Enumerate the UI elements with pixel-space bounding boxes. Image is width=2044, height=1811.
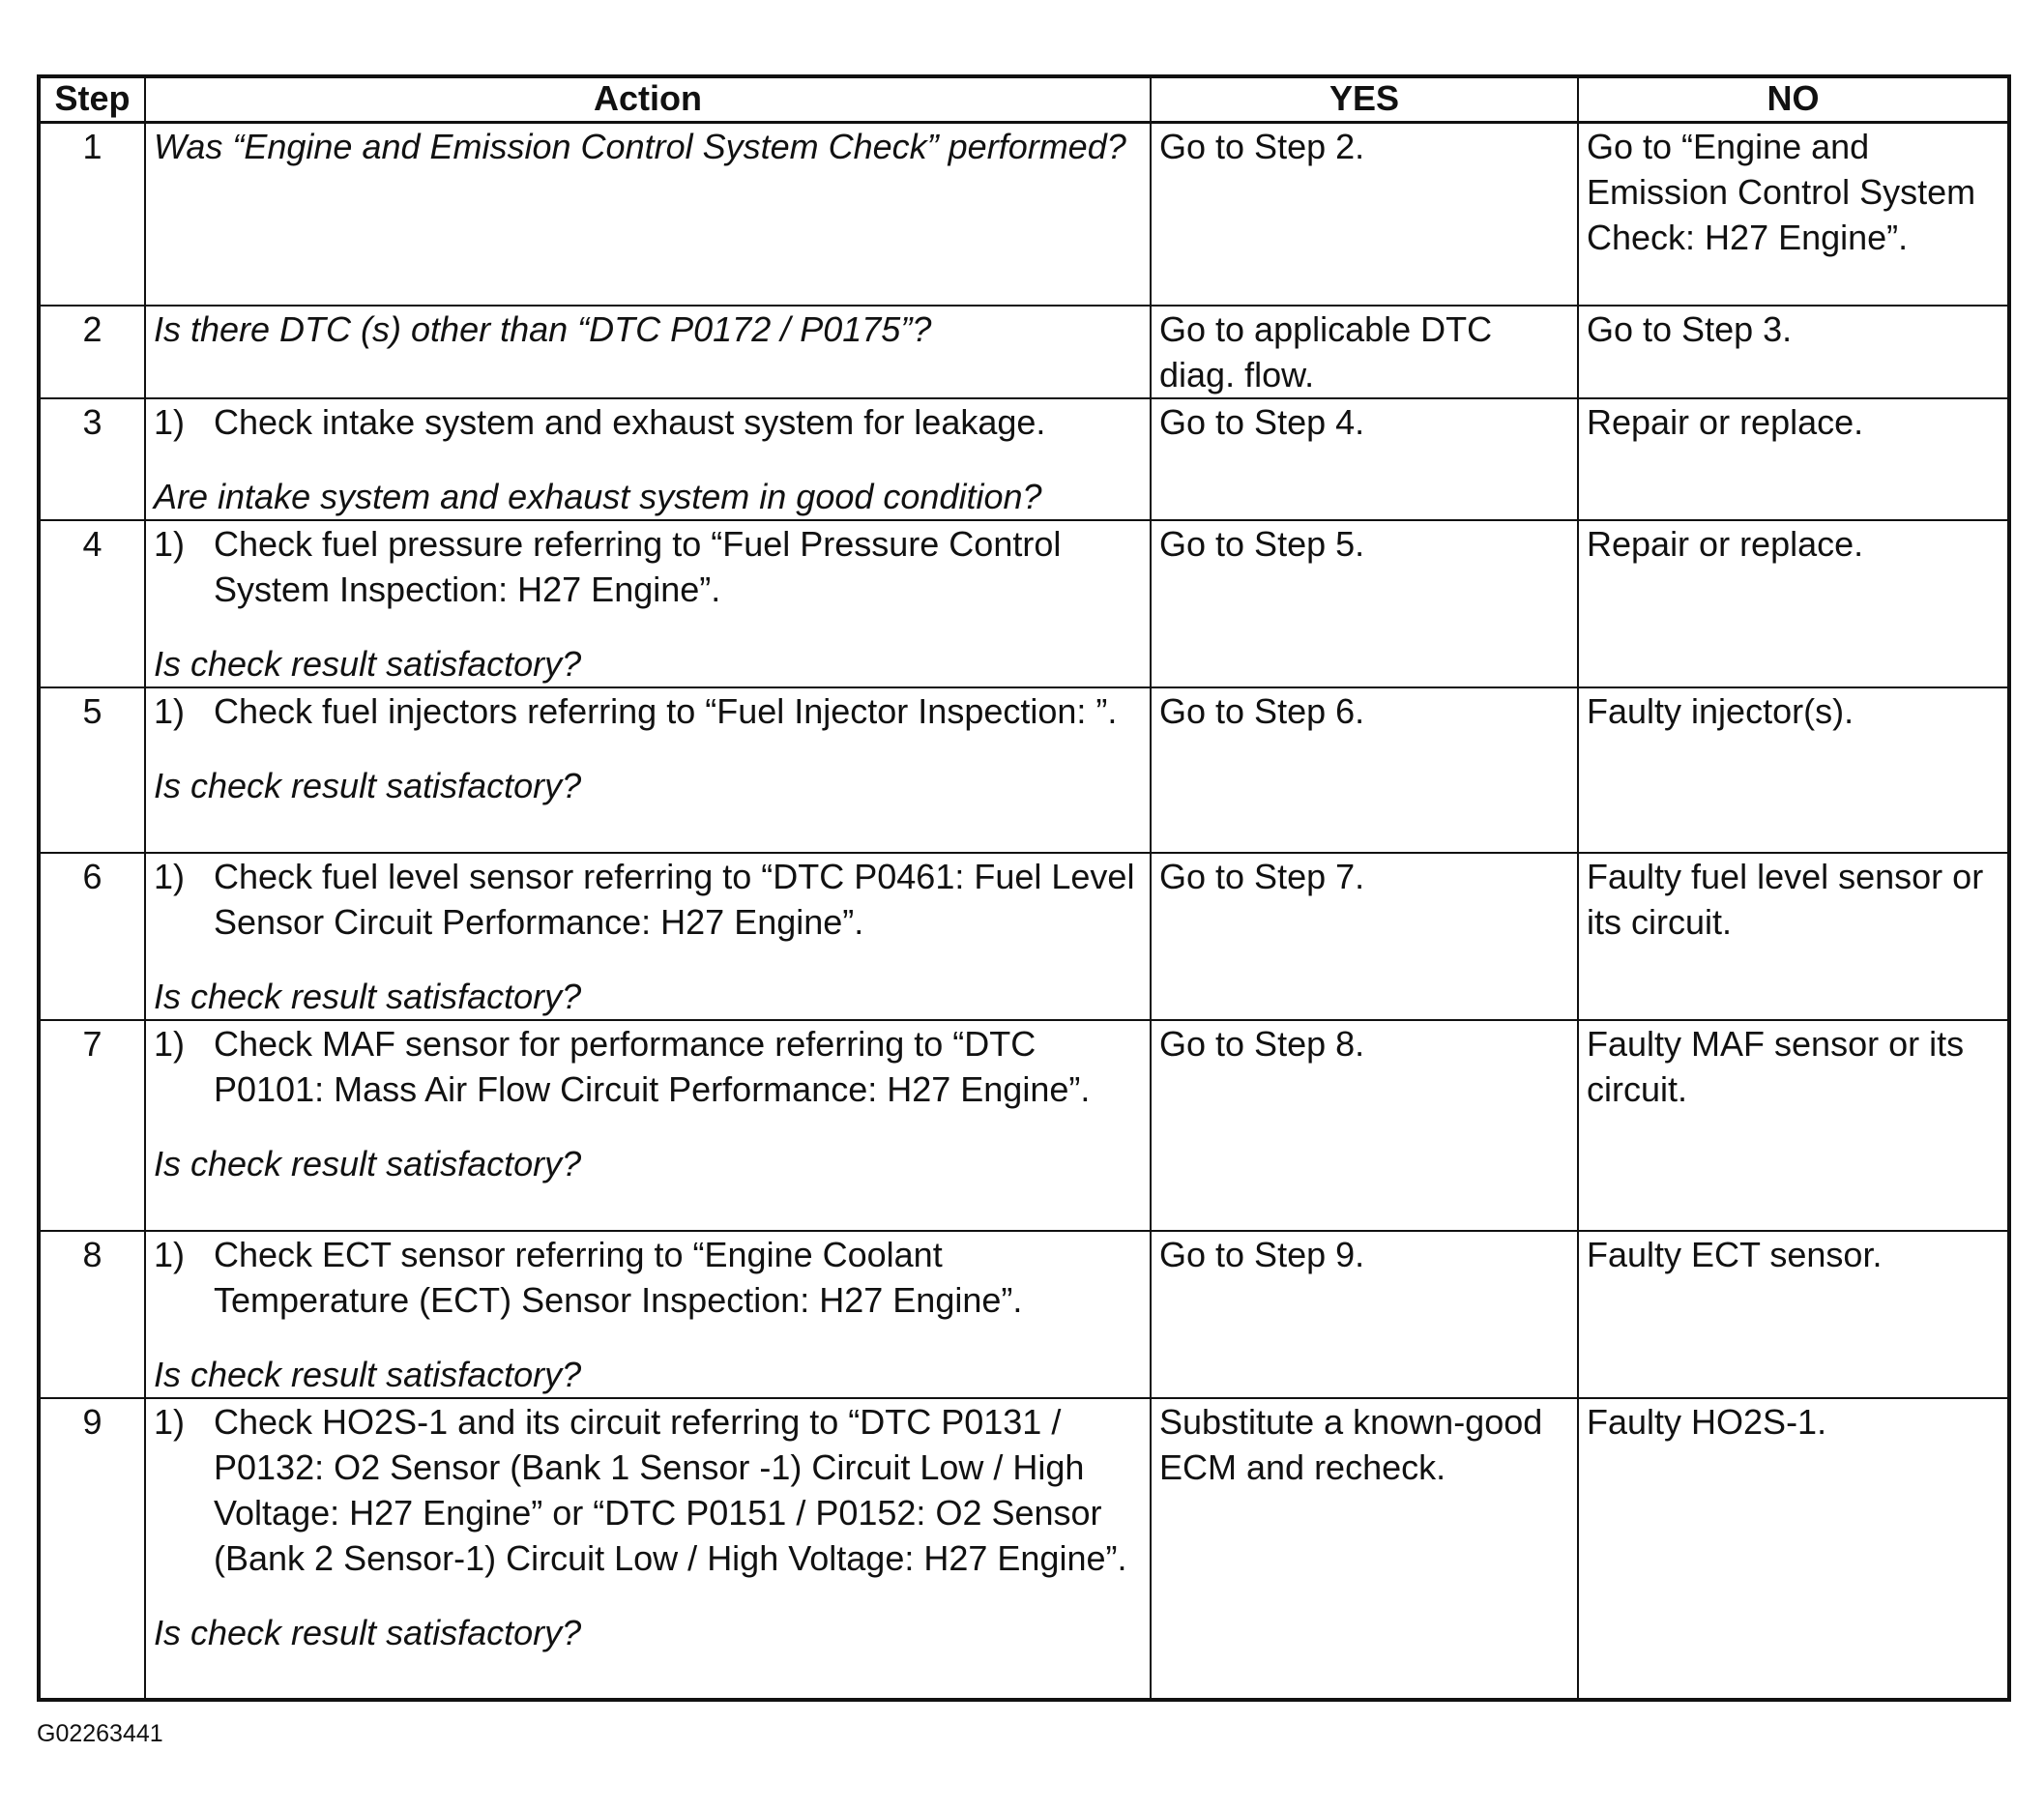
no-cell (1578, 1231, 2009, 1398)
no-text: Faulty fuel level sensor or its circuit. (1587, 856, 1984, 942)
header-action: Action (145, 76, 1151, 123)
action-cell (145, 123, 1151, 306)
action-item-text: Check intake system and exhaust system for leakage. (214, 401, 1046, 442)
action-item-number: 1) (154, 523, 186, 564)
action-item-number: 1) (154, 856, 186, 896)
figure-id: G02263441 (37, 1720, 163, 1747)
action-item-number: 1) (154, 1023, 186, 1064)
no-text: Faulty MAF sensor or its circuit. (1587, 1023, 1965, 1109)
yes-text: Substitute a known-good ECM and recheck. (1159, 1401, 1543, 1487)
table-row (39, 1398, 2009, 1700)
table-header-row (39, 76, 2009, 123)
action-item (154, 1232, 1142, 1323)
table-row (39, 687, 2009, 853)
table-row (39, 520, 2009, 687)
step-number: 1 (39, 123, 145, 306)
action-item-text: Check fuel injectors referring to “Fuel Injector Inspection: ”. (214, 690, 1118, 731)
action-question: Are intake system and exhaust system in good condition? (154, 476, 1042, 516)
table-row (39, 853, 2009, 1020)
action-question: Is there DTC (s) other than “DTC P0172 / P0175”? (154, 308, 932, 349)
no-cell (1578, 687, 2009, 853)
action-question: Is check result satisfactory? (154, 1143, 582, 1183)
action-item-text: Check HO2S-1 and its circuit referring to “DTC P0131 / P0132: O2 Sensor (Bank 1 Sensor -1) Circuit Low / High Voltage: H27 Engine” or “DTC P0151 / P0152: O2 Sensor (Bank 2 Sensor-1) Circuit Low / High Voltage: H27 Engine”. (214, 1401, 1127, 1578)
action-item (154, 854, 1142, 945)
action-item-number: 1) (154, 1401, 186, 1442)
no-cell (1578, 853, 2009, 1020)
table-row (39, 398, 2009, 520)
action-cell (145, 1398, 1151, 1700)
yes-cell (1151, 1020, 1578, 1231)
action-question: Is check result satisfactory? (154, 765, 582, 805)
action-item-text: Check fuel pressure referring to “Fuel Pressure Control System Inspection: H27 Engine”. (214, 523, 1062, 609)
yes-text: Go to Step 9. (1159, 1234, 1365, 1274)
no-text: Repair or replace. (1587, 401, 1864, 442)
header-step: Step (39, 76, 145, 123)
action-question: Is check result satisfactory? (154, 976, 582, 1016)
action-question: Is check result satisfactory? (154, 1354, 582, 1394)
action-question: Was “Engine and Emission Control System Check” performed? (154, 127, 1126, 166)
action-item (154, 521, 1142, 612)
action-cell (145, 306, 1151, 398)
table-row (39, 306, 2009, 398)
yes-cell (1151, 1398, 1578, 1700)
step-number: 6 (39, 853, 145, 1020)
step-number: 2 (39, 306, 145, 398)
yes-cell (1151, 306, 1578, 398)
no-text: Faulty ECT sensor. (1587, 1234, 1883, 1274)
yes-text: Go to Step 6. (1159, 690, 1365, 731)
diagnostic-flow-table (37, 74, 2011, 1702)
step-number: 8 (39, 1231, 145, 1398)
table-row (39, 1020, 2009, 1231)
header-yes: YES (1151, 76, 1578, 123)
action-cell (145, 1020, 1151, 1231)
no-cell (1578, 123, 2009, 306)
step-number: 9 (39, 1398, 145, 1700)
action-question: Is check result satisfactory? (154, 1612, 582, 1652)
action-item (154, 688, 1142, 734)
yes-cell (1151, 398, 1578, 520)
no-text: Go to Step 3. (1587, 308, 1793, 349)
table-row (39, 123, 2009, 306)
action-item-number: 1) (154, 690, 186, 731)
yes-cell (1151, 1231, 1578, 1398)
no-cell (1578, 1020, 2009, 1231)
step-number: 3 (39, 398, 145, 520)
action-question: Is check result satisfactory? (154, 643, 582, 684)
no-text: Repair or replace. (1587, 523, 1864, 564)
yes-cell (1151, 123, 1578, 306)
action-cell (145, 1231, 1151, 1398)
step-number: 5 (39, 687, 145, 853)
action-item-number: 1) (154, 401, 186, 442)
header-no: NO (1578, 76, 2009, 123)
no-text: Go to “Engine and Emission Control System Check: H27 Engine”. (1587, 127, 1976, 257)
action-item (154, 399, 1142, 445)
action-cell (145, 687, 1151, 853)
yes-cell (1151, 687, 1578, 853)
action-cell (145, 398, 1151, 520)
step-number: 4 (39, 520, 145, 687)
yes-text: Go to Step 5. (1159, 523, 1365, 564)
action-item-text: Check fuel level sensor referring to “DTC P0461: Fuel Level Sensor Circuit Performance: H27 Engine”. (214, 856, 1135, 942)
yes-cell (1151, 520, 1578, 687)
action-item-number: 1) (154, 1234, 186, 1274)
action-item (154, 1021, 1142, 1112)
action-cell (145, 520, 1151, 687)
yes-text: Go to Step 2. (1159, 127, 1365, 166)
no-text: Faulty HO2S-1. (1587, 1401, 1827, 1442)
action-item-text: Check ECT sensor referring to “Engine Coolant Temperature (ECT) Sensor Inspection: H27 Engine”. (214, 1234, 1023, 1320)
no-cell (1578, 1398, 2009, 1700)
step-number: 7 (39, 1020, 145, 1231)
yes-text: Go to Step 7. (1159, 856, 1365, 896)
no-cell (1578, 520, 2009, 687)
action-cell (145, 853, 1151, 1020)
no-cell (1578, 306, 2009, 398)
no-text: Faulty injector(s). (1587, 690, 1854, 731)
action-item-text: Check MAF sensor for performance referring to “DTC P0101: Mass Air Flow Circuit Performance: H27 Engine”. (214, 1023, 1091, 1109)
yes-text: Go to Step 8. (1159, 1023, 1365, 1064)
yes-text: Go to applicable DTC diag. flow. (1159, 308, 1493, 394)
action-item (154, 1399, 1142, 1581)
no-cell (1578, 398, 2009, 520)
yes-cell (1151, 853, 1578, 1020)
yes-text: Go to Step 4. (1159, 401, 1365, 442)
table-row (39, 1231, 2009, 1398)
